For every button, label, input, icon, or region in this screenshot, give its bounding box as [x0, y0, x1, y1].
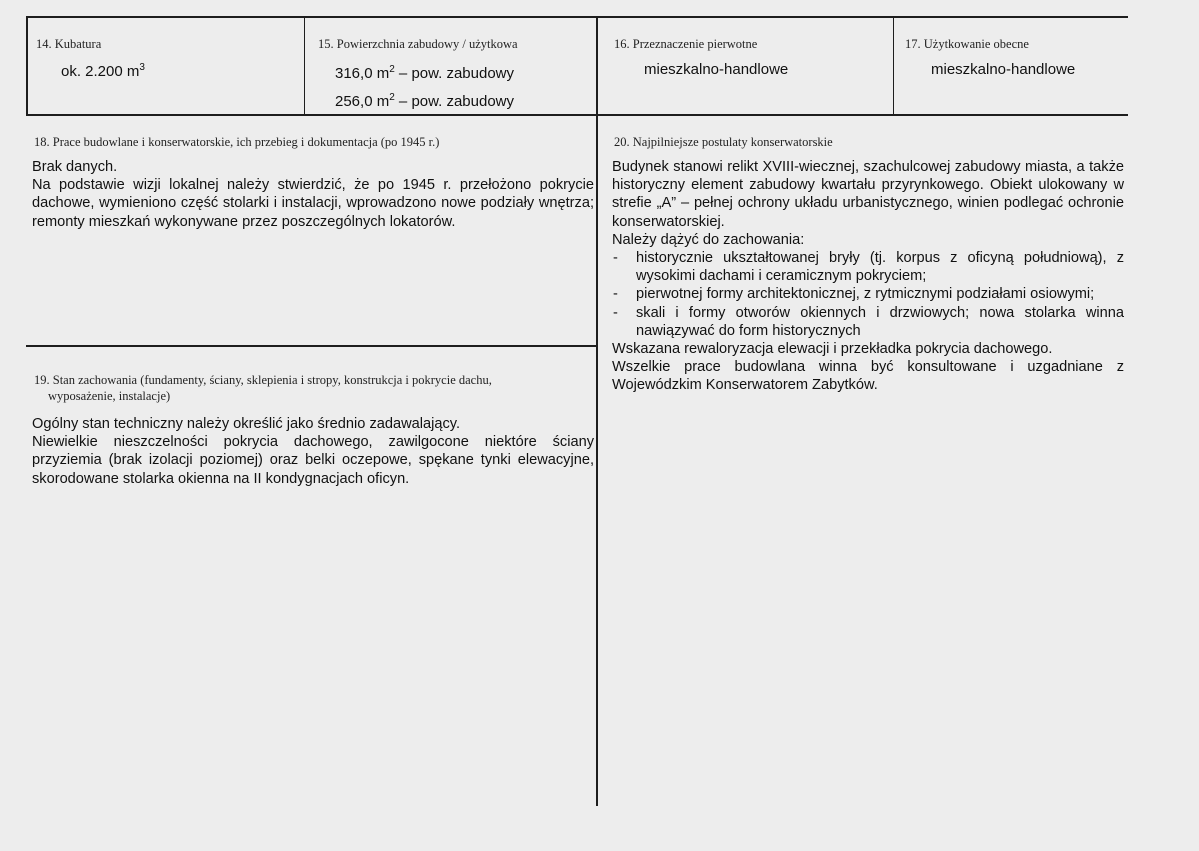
field-18-content — [32, 158, 594, 231]
volume-number: ok. 2.200 m — [61, 63, 140, 80]
field-15-label: 15. Powierzchnia zabudowy / użytkowa — [318, 37, 518, 51]
field-20-label: 20. Najpilniejsze postulaty konserwatorskie — [614, 135, 833, 149]
field-19-paragraph: Ogólny stan techniczny należy określić jako średnio zadawalający. — [32, 416, 461, 432]
field-17-value: mieszkalno-handlowe — [931, 61, 1076, 78]
area-description: – pow. zabudowy — [394, 93, 515, 110]
bullet-text: skali i formy otworów okiennych i drzwiowych; nowa stolarka winna nawiązywać do form historycznych — [636, 304, 1124, 339]
field-16-label: 16. Przeznaczenie pierwotne — [614, 37, 758, 51]
rule-col-center — [596, 16, 598, 806]
field-17-label: 17. Użytkowanie obecne — [905, 37, 1029, 51]
field-14-label: 14. Kubatura — [36, 37, 102, 51]
bullet-text: pierwotnej formy architektonicznej, z rytmicznymi podziałami osiowymi; — [636, 286, 1095, 303]
area-unit-sup: 2 — [389, 92, 395, 103]
field-20-after: Wszelkie prace budowlana winna być konsultowane i uzgadniane z Wojewódzkim Konserwatorem Zabytków. — [612, 359, 1124, 394]
bullet-dash: - — [613, 250, 618, 267]
field-20-bullet — [612, 304, 1124, 340]
field-19-content — [32, 415, 594, 488]
field-20-content — [612, 158, 1124, 395]
field-19-paragraph: Niewielkie nieszczelności pokrycia dachowego, zawilgocone niektóre ściany przyziemia (brak izolacji poziomej) oraz belki oczepowe, spękane tynki elewacyjne, skorodowane stolarka okienna na II kondygnacjach oficyn. — [32, 434, 594, 487]
rule-col-14-15 — [304, 16, 305, 116]
field-14-value — [61, 59, 145, 81]
field-20-after: Wskazana rewaloryzacja elewacji i przekładka pokrycia dachowego. — [612, 341, 1053, 358]
field-15-row-1 — [335, 61, 514, 83]
field-19-label — [34, 372, 492, 404]
rule-row1-bottom — [26, 114, 1128, 116]
field-20-intro: Budynek stanowi relikt XVIII-wiecznej, szachulcowej zabudowy miasta, a także historyczny element zabudowy kwartału przyrynkowego. Obiekt ulokowany w strefie „A” – pełnej ochrony układu urbanistycznego, winien podlegać ochronie konserwatorskiej. — [612, 159, 1124, 230]
field-20-bullet — [612, 285, 1124, 303]
field-20-lead: Należy dążyć do zachowania: — [612, 231, 805, 248]
bullet-text: historycznie ukształtowanej bryły (tj. korpus z oficyną południową), z wysokimi dachami i ceramicznym pokryciem; — [636, 250, 1124, 285]
rule-col-16-17 — [893, 16, 894, 116]
area-number: 316,0 m — [335, 65, 390, 82]
rule-top — [26, 16, 1128, 18]
volume-unit-sup: 3 — [139, 62, 145, 73]
field-18-label: 18. Prace budowlane i konserwatorskie, ich przebieg i dokumentacja (po 1945 r.) — [34, 135, 440, 149]
bullet-dash: - — [613, 304, 618, 321]
field-15-row-2 — [335, 89, 514, 111]
field-16-value: mieszkalno-handlowe — [644, 61, 789, 78]
field-18-paragraph: Na podstawie wizji lokalnej należy stwierdzić, że po 1945 r. przełożono pokrycie dachowe, wymieniono część stolarki i instalacji, wprowadzono nowe podziały wnętrza; remonty mieszkań wykonywane przez poszczególnych lokatorów. — [32, 177, 594, 230]
field-20-bullet — [612, 249, 1124, 285]
area-description: – pow. zabudowy — [394, 65, 515, 82]
rule-left-edge — [26, 16, 28, 116]
bullet-dash: - — [613, 286, 618, 303]
area-unit-sup: 2 — [389, 64, 395, 75]
area-number: 256,0 m — [335, 93, 390, 110]
field-19-label-line: 19. Stan zachowania (fundamenty, ściany, sklepienia i stropy, konstrukcja i pokrycie dachu, — [34, 373, 492, 387]
rule-left-mid — [26, 345, 597, 347]
field-19-label-line: wyposażenie, instalacje) — [48, 389, 171, 403]
field-18-paragraph: Brak danych. — [32, 159, 118, 175]
